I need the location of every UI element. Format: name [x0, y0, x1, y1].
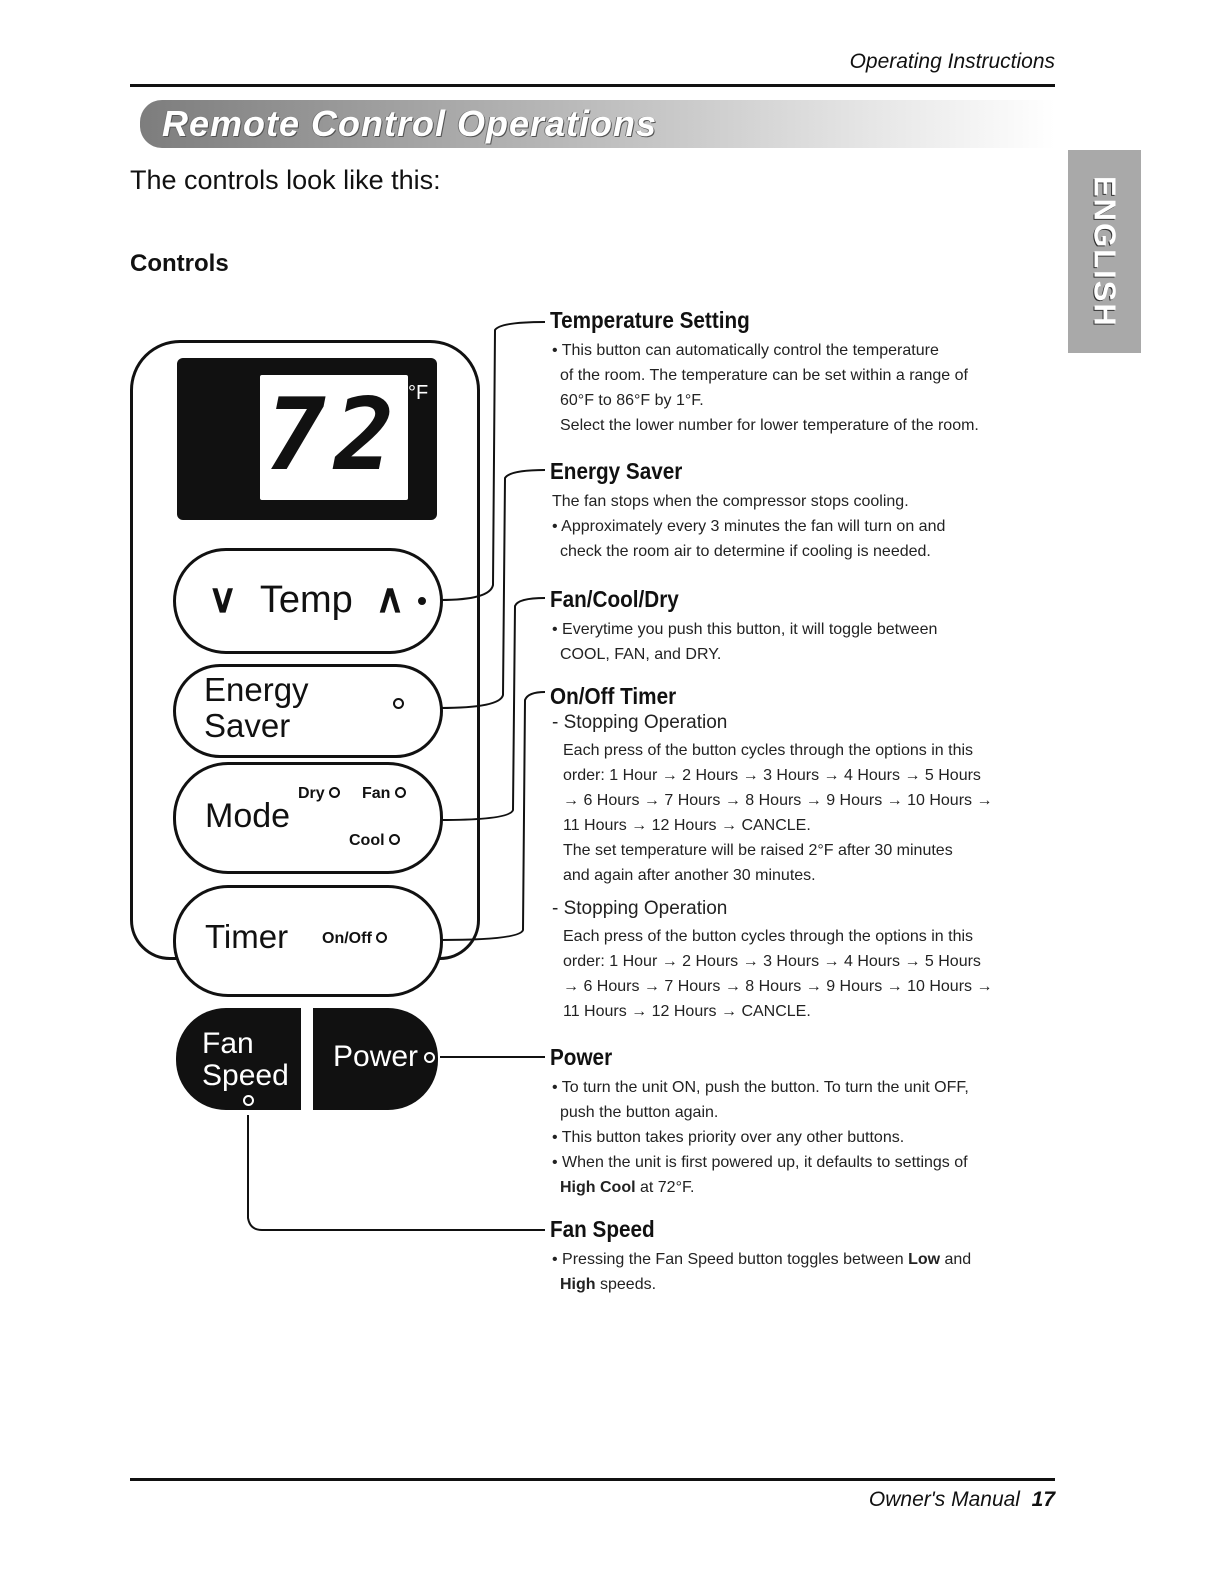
- temp-desc-line: • This button can automatically control the temperature: [552, 342, 939, 359]
- energy-saver-label: [204, 672, 324, 744]
- timer-desc-line: The set temperature will be raised 2°F after 30 minutes: [563, 842, 953, 859]
- fanspeed-text-d: speeds.: [595, 1276, 657, 1293]
- power-default-temp: at 72°F.: [635, 1179, 695, 1196]
- energy-saver-title: Energy Saver: [550, 458, 683, 484]
- timer-desc-line: Each press of the button cycles through the options in this: [563, 742, 974, 759]
- energy-desc-line: The fan stops when the compressor stops cooling.: [552, 493, 909, 510]
- fancooldry-title: Fan/Cool/Dry: [550, 586, 679, 612]
- high-bold: High: [560, 1276, 596, 1293]
- timer-desc-line: 11 Hours → 12 Hours → CANCLE.: [563, 1003, 811, 1020]
- timer-text-1: [563, 738, 992, 888]
- fanspeed-connector: [248, 1115, 545, 1230]
- fancooldry-desc-line: • Everytime you push this button, it will toggle between: [552, 621, 938, 638]
- fan-speed-line1: Fan: [202, 1027, 254, 1060]
- energy-saver-led-icon: [393, 698, 404, 709]
- power-desc-line: • This button takes priority over any other buttons.: [552, 1129, 905, 1146]
- timer-desc-line: order: 1 Hour → 2 Hours → 3 Hours → 4 Hours → 5 Hours: [563, 953, 981, 970]
- fanspeed-desc-line: [552, 1272, 971, 1297]
- timer-subheading-2: - Stopping Operation: [552, 898, 728, 919]
- timer-subheading-1: - Stopping Operation: [552, 712, 728, 733]
- onoff-indicator: [322, 930, 387, 948]
- dry-led-icon: [329, 787, 340, 798]
- onoff-label: On/Off: [322, 930, 372, 947]
- fan-label: Fan: [362, 785, 391, 802]
- energy-line2: Saver: [204, 707, 291, 744]
- mode-label: Mode: [205, 797, 291, 835]
- page-footer: [869, 1488, 1055, 1512]
- fan-speed-text: [552, 1247, 971, 1297]
- temp-indicator-icon: [418, 597, 426, 605]
- dry-label: Dry: [298, 785, 325, 802]
- fancooldry-desc-line: COOL, FAN, and DRY.: [560, 646, 722, 663]
- temperature-readout: 72: [265, 375, 403, 493]
- fan-speed-label: [202, 1028, 302, 1092]
- timer-desc-line: Each press of the button cycles through the options in this: [563, 928, 974, 945]
- temp-down-icon[interactable]: ∨: [208, 577, 238, 621]
- cool-label: Cool: [349, 832, 385, 849]
- page-number: 17: [1031, 1488, 1055, 1511]
- timer-desc-line: and again after another 30 minutes.: [563, 867, 816, 884]
- energy-line1: Energy: [204, 671, 309, 708]
- footer-title: Owner's Manual: [868, 1488, 1020, 1511]
- power-desc-line: • When the unit is first powered up, it defaults to settings of: [552, 1154, 968, 1171]
- language-tab-label: ENGLISH: [1087, 175, 1123, 328]
- dry-indicator: [298, 785, 340, 803]
- fanspeed-desc-line: [552, 1247, 971, 1272]
- temp-label: Temp: [259, 579, 353, 621]
- running-head: Operating Instructions: [849, 50, 1055, 73]
- cool-led-icon: [389, 834, 400, 845]
- energy-saver-text: [552, 489, 945, 564]
- temperature-unit: °F: [408, 382, 429, 404]
- timer-desc-line: → 6 Hours → 7 Hours → 8 Hours → 9 Hours → 10 Hours →: [563, 792, 993, 809]
- power-text: [552, 1075, 969, 1200]
- controls-heading: Controls: [130, 250, 229, 277]
- cool-indicator: [349, 832, 400, 850]
- temp-desc-line: of the room. The temperature can be set within a range of: [560, 367, 968, 384]
- fan-led-icon: [395, 787, 406, 798]
- banner-title: Remote Control Operations: [162, 103, 658, 144]
- fancooldry-text: [552, 617, 937, 667]
- fan-speed-line2: Speed: [202, 1059, 289, 1092]
- power-label: Power: [333, 1040, 419, 1073]
- fan-indicator: [362, 785, 406, 803]
- fanspeed-text-a: • Pressing the Fan Speed button toggles between: [552, 1251, 909, 1268]
- timer-label: Timer: [205, 918, 289, 955]
- power-title: Power: [550, 1044, 613, 1070]
- power-desc-line: push the button again.: [560, 1104, 719, 1121]
- bottom-rule: [130, 1478, 1055, 1481]
- fan-speed-title: Fan Speed: [550, 1216, 655, 1242]
- power-desc-line: [552, 1175, 969, 1200]
- onoff-timer-title: On/Off Timer: [550, 683, 677, 709]
- timer-text-2: [563, 924, 992, 1024]
- intro-text: The controls look like this:: [130, 165, 441, 195]
- temperature-setting-text: [552, 338, 979, 438]
- temp-up-icon[interactable]: ∧: [375, 577, 405, 621]
- timer-desc-line: order: 1 Hour → 2 Hours → 3 Hours → 4 Hours → 5 Hours: [563, 767, 981, 784]
- temp-desc-line: 60°F to 86°F by 1°F.: [560, 392, 704, 409]
- energy-desc-line: • Approximately every 3 minutes the fan will turn on and: [552, 518, 946, 535]
- power-desc-line: • To turn the unit ON, push the button. To turn the unit OFF,: [552, 1079, 969, 1096]
- temperature-setting-title: Temperature Setting: [550, 307, 750, 333]
- fan-speed-led-icon: [243, 1095, 254, 1106]
- temp-button-label: [208, 576, 405, 622]
- timer-desc-line: 11 Hours → 12 Hours → CANCLE.: [563, 817, 811, 834]
- power-led-icon: [424, 1052, 435, 1063]
- high-cool-bold: High Cool: [560, 1179, 636, 1196]
- temp-desc-line: Select the lower number for lower temperature of the room.: [560, 417, 979, 434]
- low-bold: Low: [908, 1251, 941, 1268]
- onoff-led-icon: [376, 932, 387, 943]
- energy-desc-line: check the room air to determine if cooling is needed.: [560, 543, 931, 560]
- fanspeed-text-c: and: [940, 1251, 972, 1268]
- timer-desc-line: → 6 Hours → 7 Hours → 8 Hours → 9 Hours → 10 Hours →: [563, 978, 993, 995]
